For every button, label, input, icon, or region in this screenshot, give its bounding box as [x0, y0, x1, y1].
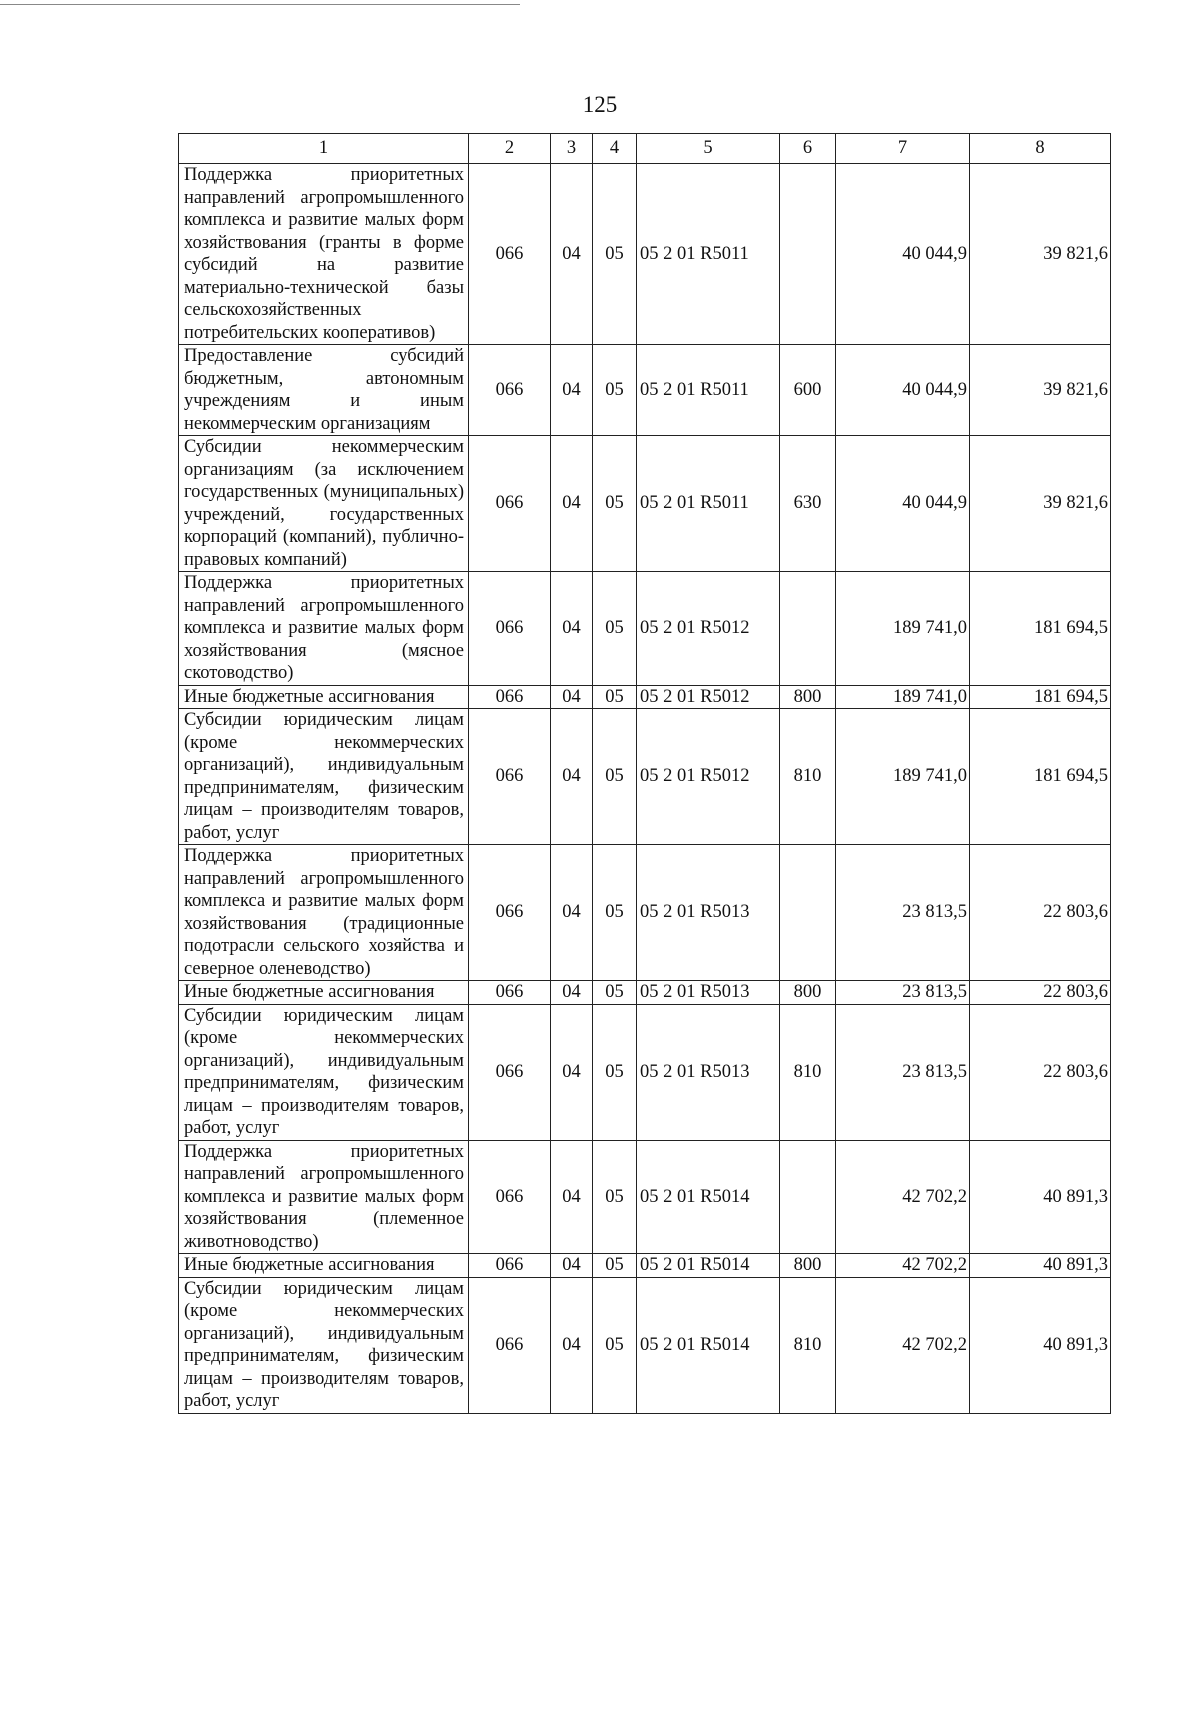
column-header: 7 — [836, 134, 970, 164]
expense-type-code: 800 — [780, 981, 836, 1005]
amount-column-7: 42 702,2 — [836, 1277, 970, 1413]
subsection-code: 05 — [593, 845, 637, 981]
amount-column-8: 181 694,5 — [970, 709, 1111, 845]
section-code: 04 — [551, 164, 593, 345]
column-header: 3 — [551, 134, 593, 164]
section-code: 04 — [551, 709, 593, 845]
column-header: 2 — [469, 134, 551, 164]
amount-column-8: 39 821,6 — [970, 436, 1111, 572]
amount-column-8: 22 803,6 — [970, 1004, 1111, 1140]
expense-type-code: 800 — [780, 685, 836, 709]
target-article-code: 05 2 01 R5014 — [637, 1254, 780, 1278]
ministry-code: 066 — [469, 845, 551, 981]
subsection-code: 05 — [593, 1140, 637, 1254]
section-code: 04 — [551, 1254, 593, 1278]
ministry-code: 066 — [469, 345, 551, 436]
amount-column-7: 189 741,0 — [836, 572, 970, 686]
subsection-code: 05 — [593, 572, 637, 686]
table-row — [179, 345, 1111, 436]
subsection-code: 05 — [593, 436, 637, 572]
table-row — [179, 1004, 1111, 1140]
amount-column-8: 40 891,3 — [970, 1140, 1111, 1254]
row-description: Поддержка приоритетных направлений агропромышленного комплекса и развитие малых форм хозяйствования (племенное животноводство) — [179, 1140, 469, 1254]
row-description: Иные бюджетные ассигнования — [179, 685, 469, 709]
table-row — [179, 981, 1111, 1005]
subsection-code: 05 — [593, 685, 637, 709]
subsection-code: 05 — [593, 1254, 637, 1278]
target-article-code: 05 2 01 R5011 — [637, 345, 780, 436]
expense-type-code: 600 — [780, 345, 836, 436]
target-article-code: 05 2 01 R5014 — [637, 1140, 780, 1254]
expense-type-code: 810 — [780, 1004, 836, 1140]
amount-column-7: 40 044,9 — [836, 164, 970, 345]
amount-column-7: 23 813,5 — [836, 845, 970, 981]
table-row — [179, 1277, 1111, 1413]
amount-column-7: 42 702,2 — [836, 1140, 970, 1254]
section-code: 04 — [551, 572, 593, 686]
amount-column-8: 22 803,6 — [970, 981, 1111, 1005]
row-description: Субсидии юридическим лицам (кроме некоммерческих организаций), индивидуальным предпринимателям, физическим лицам – производителям товаров, работ, услуг — [179, 1004, 469, 1140]
expense-type-code: 810 — [780, 709, 836, 845]
row-description: Иные бюджетные ассигнования — [179, 1254, 469, 1278]
row-description: Иные бюджетные ассигнования — [179, 981, 469, 1005]
row-description: Субсидии некоммерческим организациям (за исключением государственных (муниципальных) учреждений, государственных корпораций (компаний), публично-правовых компаний) — [179, 436, 469, 572]
column-header: 8 — [970, 134, 1111, 164]
subsection-code: 05 — [593, 1277, 637, 1413]
expense-type-code — [780, 845, 836, 981]
amount-column-8: 39 821,6 — [970, 345, 1111, 436]
amount-column-7: 189 741,0 — [836, 709, 970, 845]
amount-column-7: 23 813,5 — [836, 1004, 970, 1140]
amount-column-7: 42 702,2 — [836, 1254, 970, 1278]
target-article-code: 05 2 01 R5011 — [637, 164, 780, 345]
ministry-code: 066 — [469, 1140, 551, 1254]
amount-column-7: 40 044,9 — [836, 345, 970, 436]
scan-edge-line — [0, 4, 520, 5]
column-header: 4 — [593, 134, 637, 164]
expense-type-code: 800 — [780, 1254, 836, 1278]
expense-type-code — [780, 1140, 836, 1254]
expense-type-code: 810 — [780, 1277, 836, 1413]
amount-column-8: 181 694,5 — [970, 572, 1111, 686]
section-code: 04 — [551, 981, 593, 1005]
section-code: 04 — [551, 345, 593, 436]
table-row — [179, 845, 1111, 981]
row-description: Поддержка приоритетных направлений агропромышленного комплекса и развитие малых форм хозяйствования (гранты в форме субсидий на развитие материально-технической базы сельскохозяйственных потребительских кооперативов) — [179, 164, 469, 345]
section-code: 04 — [551, 1004, 593, 1140]
ministry-code: 066 — [469, 572, 551, 686]
target-article-code: 05 2 01 R5011 — [637, 436, 780, 572]
amount-column-8: 40 891,3 — [970, 1254, 1111, 1278]
section-code: 04 — [551, 1140, 593, 1254]
target-article-code: 05 2 01 R5012 — [637, 709, 780, 845]
row-description: Субсидии юридическим лицам (кроме некоммерческих организаций), индивидуальным предпринимателям, физическим лицам – производителям товаров, работ, услуг — [179, 1277, 469, 1413]
ministry-code: 066 — [469, 981, 551, 1005]
subsection-code: 05 — [593, 709, 637, 845]
column-header: 1 — [179, 134, 469, 164]
table-row — [179, 709, 1111, 845]
row-description: Поддержка приоритетных направлений агропромышленного комплекса и развитие малых форм хозяйствования (мясное скотоводство) — [179, 572, 469, 686]
ministry-code: 066 — [469, 1277, 551, 1413]
row-description: Поддержка приоритетных направлений агропромышленного комплекса и развитие малых форм хозяйствования (традиционные подотрасли сельского хозяйства и северное оленеводство) — [179, 845, 469, 981]
column-header: 5 — [637, 134, 780, 164]
target-article-code: 05 2 01 R5014 — [637, 1277, 780, 1413]
target-article-code: 05 2 01 R5013 — [637, 981, 780, 1005]
expense-type-code — [780, 572, 836, 686]
ministry-code: 066 — [469, 1254, 551, 1278]
page-number: 125 — [582, 92, 618, 117]
row-description: Субсидии юридическим лицам (кроме некоммерческих организаций), индивидуальным предпринимателям, физическим лицам – производителям товаров, работ, услуг — [179, 709, 469, 845]
ministry-code: 066 — [469, 164, 551, 345]
ministry-code: 066 — [469, 436, 551, 572]
subsection-code: 05 — [593, 1004, 637, 1140]
target-article-code: 05 2 01 R5013 — [637, 845, 780, 981]
amount-column-7: 189 741,0 — [836, 685, 970, 709]
target-article-code: 05 2 01 R5013 — [637, 1004, 780, 1140]
section-code: 04 — [551, 436, 593, 572]
table-row — [179, 1254, 1111, 1278]
amount-column-7: 40 044,9 — [836, 436, 970, 572]
ministry-code: 066 — [469, 709, 551, 845]
table-row — [179, 164, 1111, 345]
target-article-code: 05 2 01 R5012 — [637, 685, 780, 709]
table-row — [179, 1140, 1111, 1254]
section-code: 04 — [551, 845, 593, 981]
subsection-code: 05 — [593, 164, 637, 345]
budget-table — [178, 133, 1111, 1414]
table-row — [179, 572, 1111, 686]
target-article-code: 05 2 01 R5012 — [637, 572, 780, 686]
amount-column-8: 22 803,6 — [970, 845, 1111, 981]
column-header: 6 — [780, 134, 836, 164]
subsection-code: 05 — [593, 981, 637, 1005]
section-code: 04 — [551, 685, 593, 709]
ministry-code: 066 — [469, 1004, 551, 1140]
header-row — [179, 134, 1111, 164]
amount-column-7: 23 813,5 — [836, 981, 970, 1005]
amount-column-8: 181 694,5 — [970, 685, 1111, 709]
section-code: 04 — [551, 1277, 593, 1413]
row-description: Предоставление субсидий бюджетным, автономным учреждениям и иным некоммерческим организациям — [179, 345, 469, 436]
expense-type-code — [780, 164, 836, 345]
budget-table-body — [179, 134, 1111, 1414]
table-row — [179, 436, 1111, 572]
table-row — [179, 685, 1111, 709]
expense-type-code: 630 — [780, 436, 836, 572]
subsection-code: 05 — [593, 345, 637, 436]
amount-column-8: 39 821,6 — [970, 164, 1111, 345]
ministry-code: 066 — [469, 685, 551, 709]
amount-column-8: 40 891,3 — [970, 1277, 1111, 1413]
